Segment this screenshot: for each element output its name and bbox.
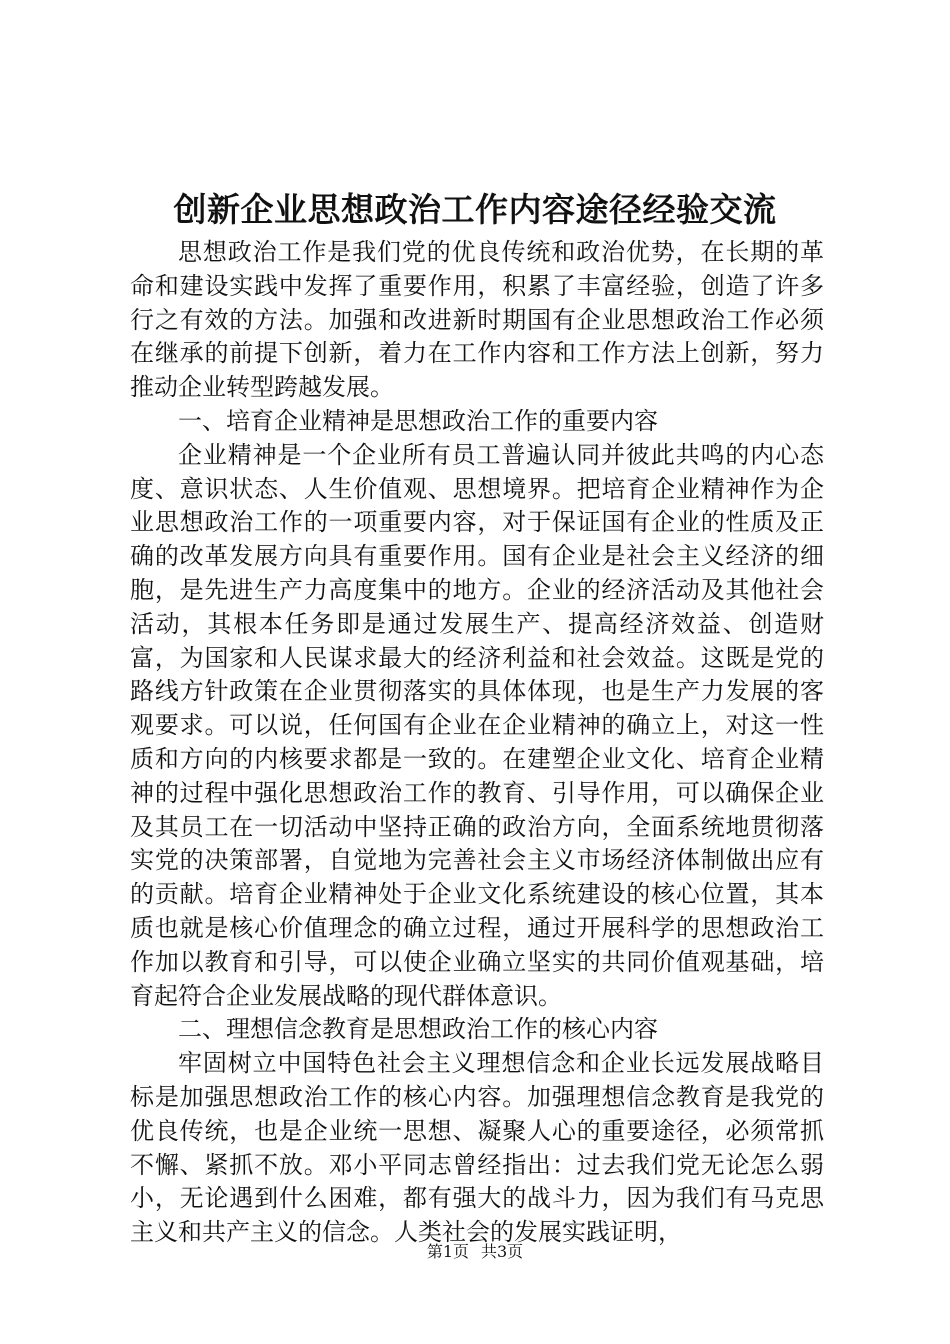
section-heading-2: 二、理想信念教育是思想政治工作的核心内容 (178, 1015, 658, 1044)
section-heading-1: 一、培育企业精神是思想政治工作的重要内容 (178, 406, 658, 435)
page-footer (0, 1241, 950, 1263)
section-2-paragraph: 牢固树立中国特色社会主义理想信念和企业长远发展战略目标是加强思想政治工作的核心内容。加强理想信念教育是我党的优良传统，也是企业统一思想、凝聚人心的重要途径，必须常抓不懈、紧抓不放。邓小平同志曾经指出：过去我们党无论怎么弱小，无论遇到什么困难，都有强大的战斗力，因为我们有马克思主义和共产主义的信念。人类社会的发展实践证明， (130, 1049, 824, 1247)
intro-paragraph: 思想政治工作是我们党的优良传统和政治优势，在长期的革命和建设实践中发挥了重要作用，积累了丰富经验，创造了许多行之有效的方法。加强和改进新时期国有企业思想政治工作必须在继承的前提下创新，着力在工作内容和工作方法上创新，努力推动企业转型跨越发展。 (130, 238, 824, 402)
document-title: 创新企业思想政治工作内容途径经验交流 (173, 190, 777, 229)
document-body (130, 236, 824, 1250)
page-total: 共3页 (481, 1242, 524, 1261)
section-1-paragraph: 企业精神是一个企业所有员工普遍认同并彼此共鸣的内心态度、意识状态、人生价值观、思想境界。把培育企业精神作为企业思想政治工作的一项重要内容，对于保证国有企业的性质及正确的改革发展方向具有重要作用。国有企业是社会主义经济的细胞，是先进生产力高度集中的地方。企业的经济活动及其他社会活动，其根本任务即是通过发展生产、提高经济效益、创造财富，为国家和人民谋求最大的经济利益和社会效益。这既是党的路线方针政策在企业贯彻落实的具体体现，也是生产力发展的客观要求。可以说，任何国有企业在企业精神的确立上，对这一性质和方向的内核要求都是一致的。在建塑企业文化、培育企业精神的过程中强化思想政治工作的教育、引导作用，可以确保企业及其员工在一切活动中坚持正确的政治方向，全面系统地贯彻落实党的决策部署，自觉地为完善社会主义市场经济体制做出应有的贡献。培育企业精神处于企业文化系统建设的核心位置，其本质也就是核心价值理念的确立过程，通过开展科学的思想政治工作加以教育和引导，可以使企业确立坚实的共同价值观基础，培育起符合企业发展战略的现代群体意识。 (130, 440, 824, 1010)
page-number: 第1页 (426, 1242, 469, 1261)
